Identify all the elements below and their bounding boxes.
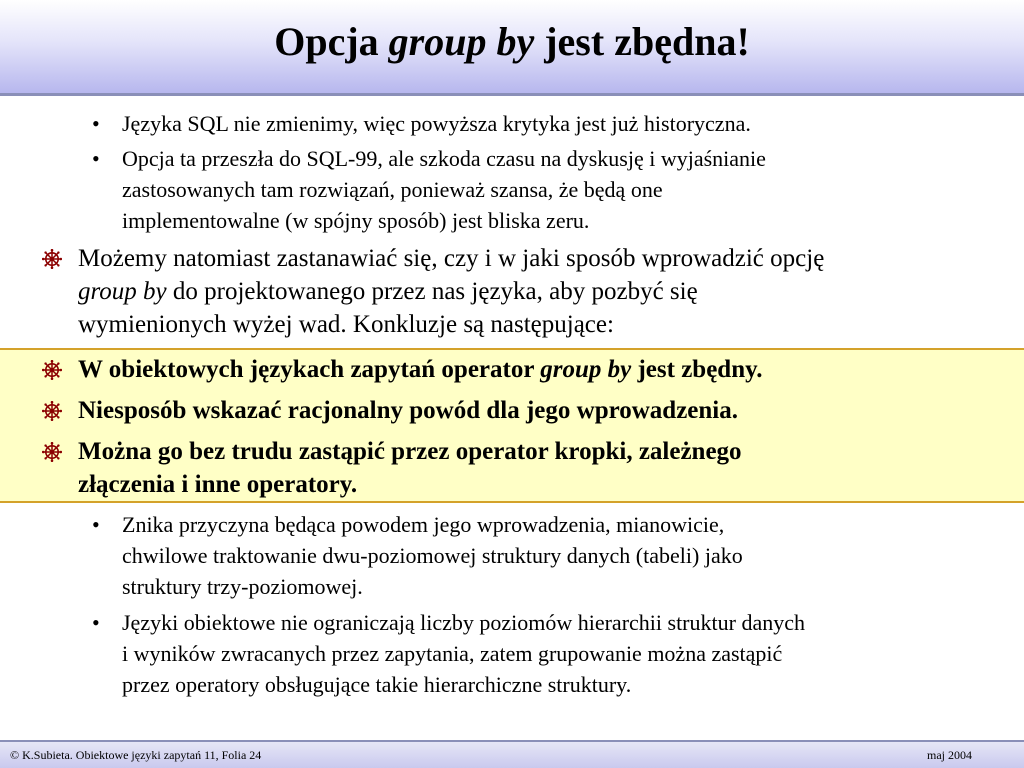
sub-bullet-1: [92, 108, 1012, 139]
sub-bullet-4-line-2: i wyników zwracanych przez zapytania, zatem grupowanie można zastąpić: [122, 641, 783, 666]
sub-bullet-3-line-3: struktury trzy-poziomowej.: [122, 574, 363, 599]
dharma-wheel-icon: [42, 442, 62, 462]
slide-footer: [0, 740, 1024, 768]
main-point-line-2: [78, 275, 1018, 308]
conclusion-1-before: W obiektowych językach zapytań operator: [78, 356, 541, 383]
main-point: [78, 242, 1018, 341]
slide-title-bar: [0, 0, 1024, 93]
dharma-wheel-icon: [42, 360, 62, 380]
main-point-line-1: Możemy natomiast zastanawiać się, czy i w jaki sposób wprowadzić opcję: [78, 245, 825, 272]
sub-bullet-2-line-1: Opcja ta przeszła do SQL-99, ale szkoda czasu na dyskusję i wyjaśnianie: [122, 146, 766, 171]
main-point-line-3: wymienionych wyżej wad. Konkluzje są następujące:: [78, 311, 614, 338]
conclusion-2-text: Niesposób wskazać racjonalny powód dla jego wprowadzenia.: [78, 397, 738, 424]
conclusion-3-line-1: Można go bez trudu zastąpić przez operator kropki, zależnego: [78, 438, 742, 465]
bullet-dot: •: [92, 111, 100, 136]
sub-bullet-2-line-3: implementowalne (w spójny sposób) jest bliska zeru.: [122, 208, 590, 233]
conclusion-1-text: [78, 353, 1018, 386]
sub-bullet-4: [92, 607, 1012, 700]
bullet-dot: •: [92, 146, 100, 171]
sub-bullet-2: [92, 143, 1012, 236]
slide-title: [0, 18, 1024, 66]
title-italic: group by: [388, 19, 535, 64]
sub-bullet-4-line-3: przez operatory obsługujące takie hierarchiczne struktury.: [122, 672, 632, 697]
conclusion-2: [78, 394, 1018, 427]
dharma-wheel-icon: [42, 401, 62, 421]
sub-bullet-4-line-1: Języki obiektowe nie ograniczają liczby poziomów hierarchii struktur danych: [122, 610, 805, 635]
sub-bullet-1-line-1: Języka SQL nie zmienimy, więc powyższa krytyka jest już historyczna.: [122, 111, 751, 136]
sub-bullet-3-line-2: chwilowe traktowanie dwu-poziomowej struktury danych (tabeli) jako: [122, 543, 743, 568]
dharma-wheel-icon: [42, 249, 62, 269]
sub-bullet-3-line-1: Znika przyczyna będąca powodem jego wprowadzenia, mianowicie,: [122, 512, 725, 537]
title-part-2: jest zbędna!: [534, 19, 750, 64]
footer-copyright: © K.Subieta. Obiektowe języki zapytań 11, Folia 24: [10, 748, 262, 762]
conclusion-1-italic: group by: [540, 356, 632, 383]
conclusion-3-line-2: złączenia i inne operatory.: [78, 471, 358, 498]
main-point-italic: group by: [78, 278, 167, 305]
sub-bullet-3: [92, 509, 1012, 602]
sub-bullet-2-line-2: zastosowanych tam rozwiązań, ponieważ szansa, że będą one: [122, 177, 663, 202]
title-part-1: Opcja: [274, 19, 389, 64]
conclusion-1-after: jest zbędny.: [631, 356, 763, 383]
main-point-line-2-rest: do projektowanego przez nas języka, aby pozbyć się: [166, 278, 698, 305]
bullet-dot: •: [92, 610, 100, 635]
conclusion-3: [78, 435, 1018, 501]
footer-date: maj 2004: [927, 748, 972, 762]
bullet-dot: •: [92, 512, 100, 537]
conclusion-1: [78, 353, 1018, 386]
title-divider: [0, 93, 1024, 96]
